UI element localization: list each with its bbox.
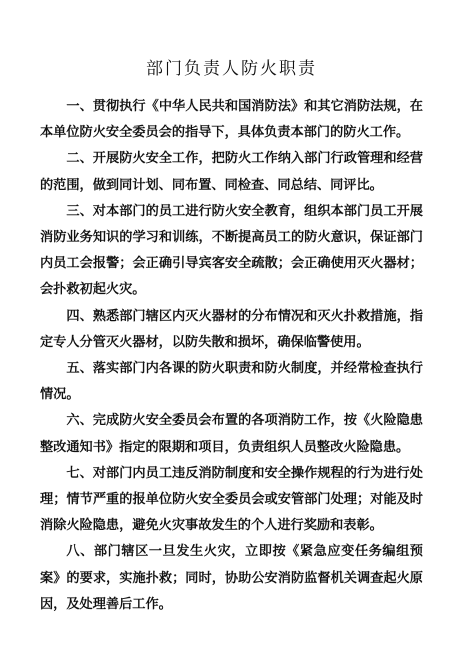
paragraph-6: 六、完成防火安全委员会布置的各项消防工作，按《火险隐患整改通知书》指定的限期和项目，负责组织人员整改火险隐患。 <box>40 413 423 455</box>
paragraph-3: 三、对本部门的员工进行防火安全教育，组织本部门员工开展消防业务知识的学习和训练，不断提高员工的防火意识，保证部门内员工会报警；会正确引导宾客安全疏散；会正确使用灭火器材；会扑救初起火灾。 <box>40 203 423 298</box>
paragraph-1: 一、贯彻执行《中华人民共和国消防法》和其它消防法规，在本单位防火安全委员会的指导下，具体负责本部门的防火工作。 <box>40 99 423 141</box>
document-title: 部门负责人防火职责 <box>146 59 317 79</box>
paragraph-7: 七、对部门内员工违反消防制度和安全操作规程的行为进行处理；情节严重的报单位防火安全委员会或安管部门处理；对能及时消除火险隐患，避免火灾事故发生的个人进行奖励和表彰。 <box>40 465 423 534</box>
paragraph-4: 四、熟悉部门辖区内灭火器材的分布情况和灭火扑救措施，指定专人分管灭火器材，以防失散和损坏，确保临警使用。 <box>40 308 423 350</box>
paragraph-5: 五、落实部门内各课的防火职责和防火制度，并经常检查执行情况。 <box>40 361 423 403</box>
paragraph-8: 八、部门辖区一旦发生火灾，立即按《紧急应变任务编组预案》的要求，实施扑救；同时，协助公安消防监督机关调查起火原因，及处理善后工作。 <box>40 544 423 612</box>
paragraph-2: 二、开展防火安全工作，把防火工作纳入部门行政管理和经营的范围，做到同计划、同布置、同检查、同总结、同评比。 <box>40 151 423 193</box>
